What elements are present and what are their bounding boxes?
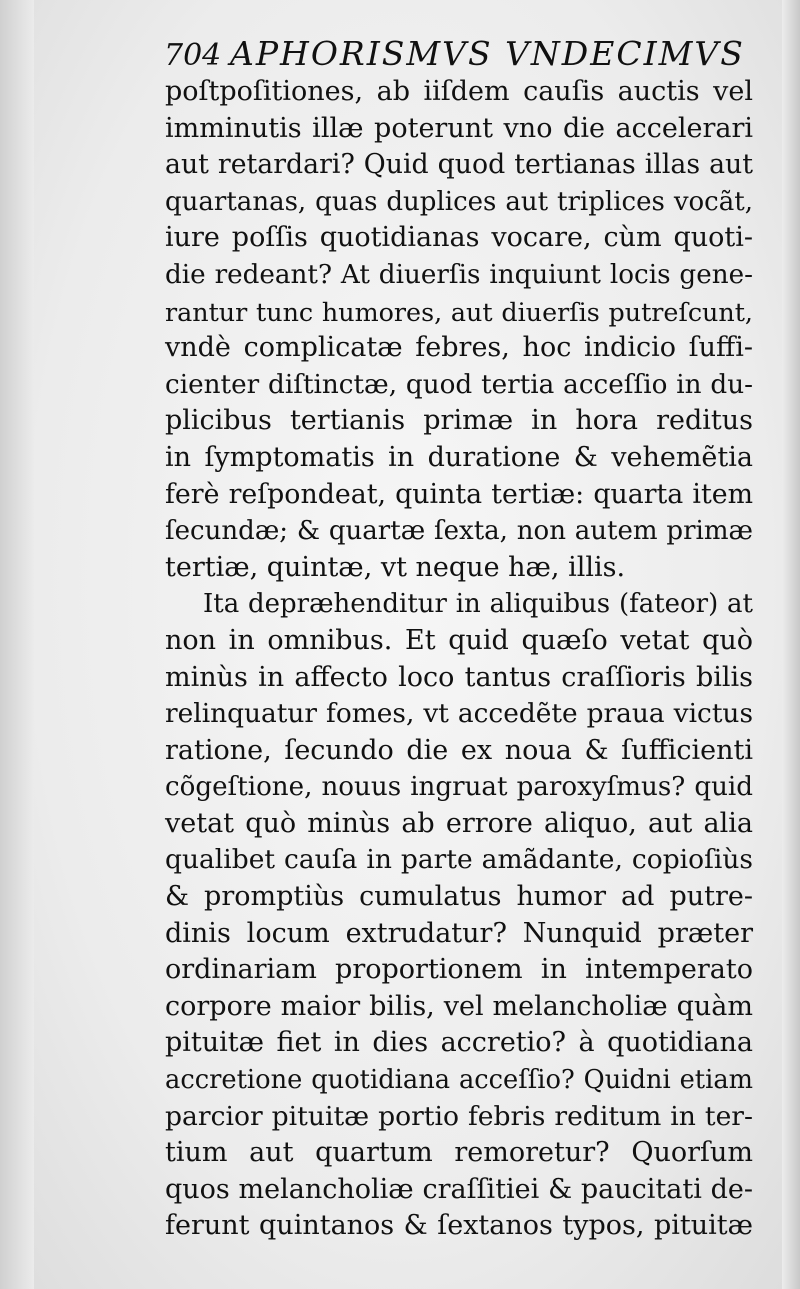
text-line: qualibet cauſa in parte amãdante, copioſiùs — [165, 844, 753, 876]
text-line: ferè reſpondeat, quinta tertiæ: quarta item — [165, 478, 753, 510]
text-line: cienter diſtinctæ, quod tertia acceſſio in du- — [165, 369, 753, 400]
text-line: corpore maior bilis, vel melancholiæ quàm — [165, 990, 753, 1022]
text-line: imminutis illæ poterunt vno die accelerari — [165, 112, 753, 144]
text-line: relinquatur fomes, vt accedẽte praua victus — [165, 698, 753, 730]
page-right-edge — [782, 0, 800, 1289]
text-line: ratione, ſecundo die ex noua & ſufficienti — [165, 734, 753, 766]
text-line: vndè complicatæ febres, hoc indicio ſuffi- — [165, 332, 753, 364]
text-line: die redeant? At diuerſis inquiunt locis gene- — [165, 259, 753, 290]
text-line: tertiæ, quintæ, vt neque hæ, illis. — [165, 551, 626, 583]
running-head: APHORISMVS VNDECIMVS — [230, 34, 745, 73]
text-line: tium aut quartum remoretur? Quorſum — [165, 1137, 753, 1169]
text-line: iure poſſis quotidianas vocare, cùm quoti- — [165, 222, 753, 254]
text-line: pituitæ fiet in dies accretio? à quotidiana — [165, 1027, 753, 1059]
text-line: minùs in affecto loco tantus craſſioris bilis — [165, 661, 753, 693]
text-line: ferunt quintanos & ſextanos typos, pituitæ — [165, 1210, 753, 1242]
text-line: quartanas, quas duplices aut triplices vocãt, — [165, 186, 753, 217]
text-line: Ita depræhenditur in aliquibus (fateor) at — [203, 589, 753, 620]
text-line: cõgeſtione, nouus ingruat paroxyſmus? quid — [165, 772, 753, 803]
text-line: poſtpoſitiones, ab iiſdem cauſis auctis vel — [165, 76, 753, 107]
page-left-edge — [0, 0, 34, 1289]
text-line: & promptiùs cumulatus humor ad putre- — [165, 881, 753, 913]
text-line: ordinariam proportionem in intemperato — [165, 954, 753, 986]
text-line: rantur tunc humores, aut diuerſis putreſcunt, — [165, 296, 753, 327]
text-line: ſecundæ; & quartæ ſexta, non autem primæ — [165, 516, 753, 547]
text-line: vetat quò minùs ab errore aliquo, aut alia — [165, 807, 753, 839]
text-line: aut retardari? Quid quod tertianas illas aut — [165, 149, 753, 181]
text-line: accretione quotidiana acceſſio? Quidni etiam — [165, 1065, 753, 1096]
text-line: non in omnibus. Et quid quæſo vetat quò — [165, 624, 753, 656]
body-text — [165, 74, 753, 1245]
text-line: quos melancholiæ craſſitiei & paucitati de- — [165, 1173, 753, 1205]
text-line: dinis locum extrudatur? Nunquid præter — [165, 917, 753, 949]
text-line: parcior pituitæ portio febris reditum in ter- — [165, 1100, 753, 1132]
page-number: 704 — [164, 38, 222, 73]
text-line: in ſymptomatis in duratione & vehemẽtia — [165, 441, 753, 473]
text-line: plicibus tertianis primæ in hora reditus — [165, 405, 753, 437]
